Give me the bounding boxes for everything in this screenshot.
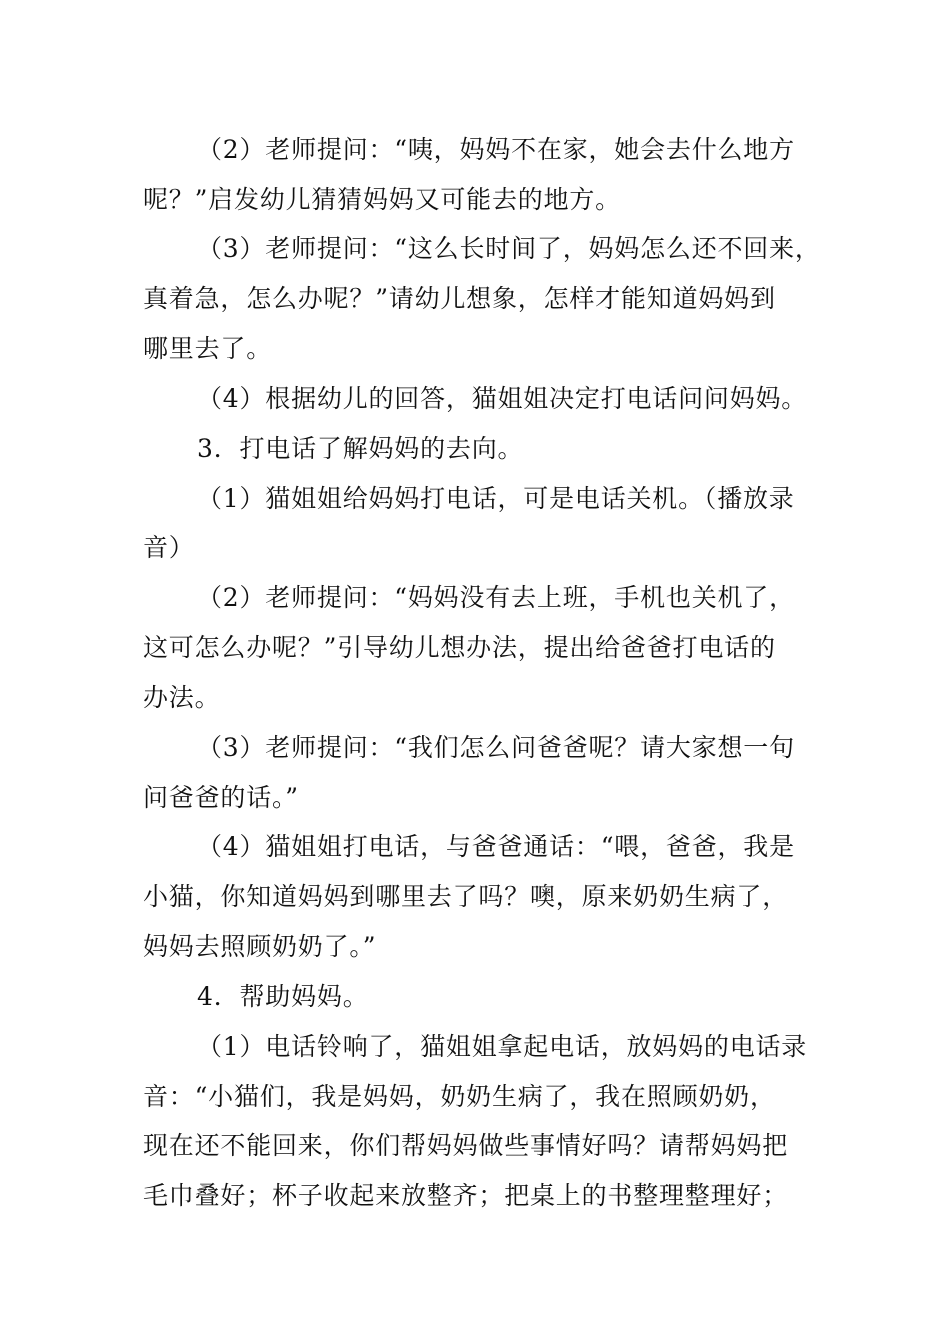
text-line: 这可怎么办呢？”引导幼儿想办法，提出给爸爸打电话的 bbox=[143, 633, 776, 662]
text-line: 音：“小猫们，我是妈妈，奶奶生病了，我在照顾奶奶， bbox=[143, 1082, 776, 1111]
text-line: 妈妈去照顾奶奶了。” bbox=[143, 932, 377, 961]
text-line: 4．帮助妈妈。 bbox=[197, 982, 369, 1011]
text-line: 办法。 bbox=[143, 683, 221, 712]
text-line: （3）老师提问：“这么长时间了，妈妈怎么还不回来， bbox=[197, 234, 821, 263]
text-line: 3．打电话了解妈妈的去向。 bbox=[197, 434, 524, 463]
text-line: 问爸爸的话。” bbox=[143, 783, 299, 812]
text-line: （1）电话铃响了，猫姐姐拿起电话，放妈妈的电话录 bbox=[197, 1032, 808, 1061]
text-line: （4）猫姐姐打电话，与爸爸通话：“喂，爸爸，我是 bbox=[197, 832, 795, 861]
text-line: 毛巾叠好；杯子收起来放整齐；把桌上的书整理整理好； bbox=[143, 1181, 789, 1210]
text-line: （3）老师提问：“我们怎么问爸爸呢？请大家想一句 bbox=[197, 733, 795, 762]
text-line: （2）老师提问：“咦，妈妈不在家，她会去什么地方 bbox=[197, 135, 795, 164]
text-line: 哪里去了。 bbox=[143, 334, 273, 363]
text-line: 呢？”启发幼儿猜猜妈妈又可能去的地方。 bbox=[143, 185, 621, 214]
text-line: （4）根据幼儿的回答，猫姐姐决定打电话问问妈妈。 bbox=[197, 384, 808, 413]
text-line: 真着急，怎么办呢？”请幼儿想象，怎样才能知道妈妈到 bbox=[143, 284, 776, 313]
text-line: （2）老师提问：“妈妈没有去上班，手机也关机了， bbox=[197, 583, 795, 612]
text-line: 音） bbox=[143, 533, 195, 562]
text-line: （1）猫姐姐给妈妈打电话，可是电话关机。（播放录 bbox=[197, 484, 795, 513]
text-line: 现在还不能回来，你们帮妈妈做些事情好吗？请帮妈妈把 bbox=[143, 1131, 789, 1160]
text-line: 小猫，你知道妈妈到哪里去了吗？噢，原来奶奶生病了， bbox=[143, 882, 789, 911]
